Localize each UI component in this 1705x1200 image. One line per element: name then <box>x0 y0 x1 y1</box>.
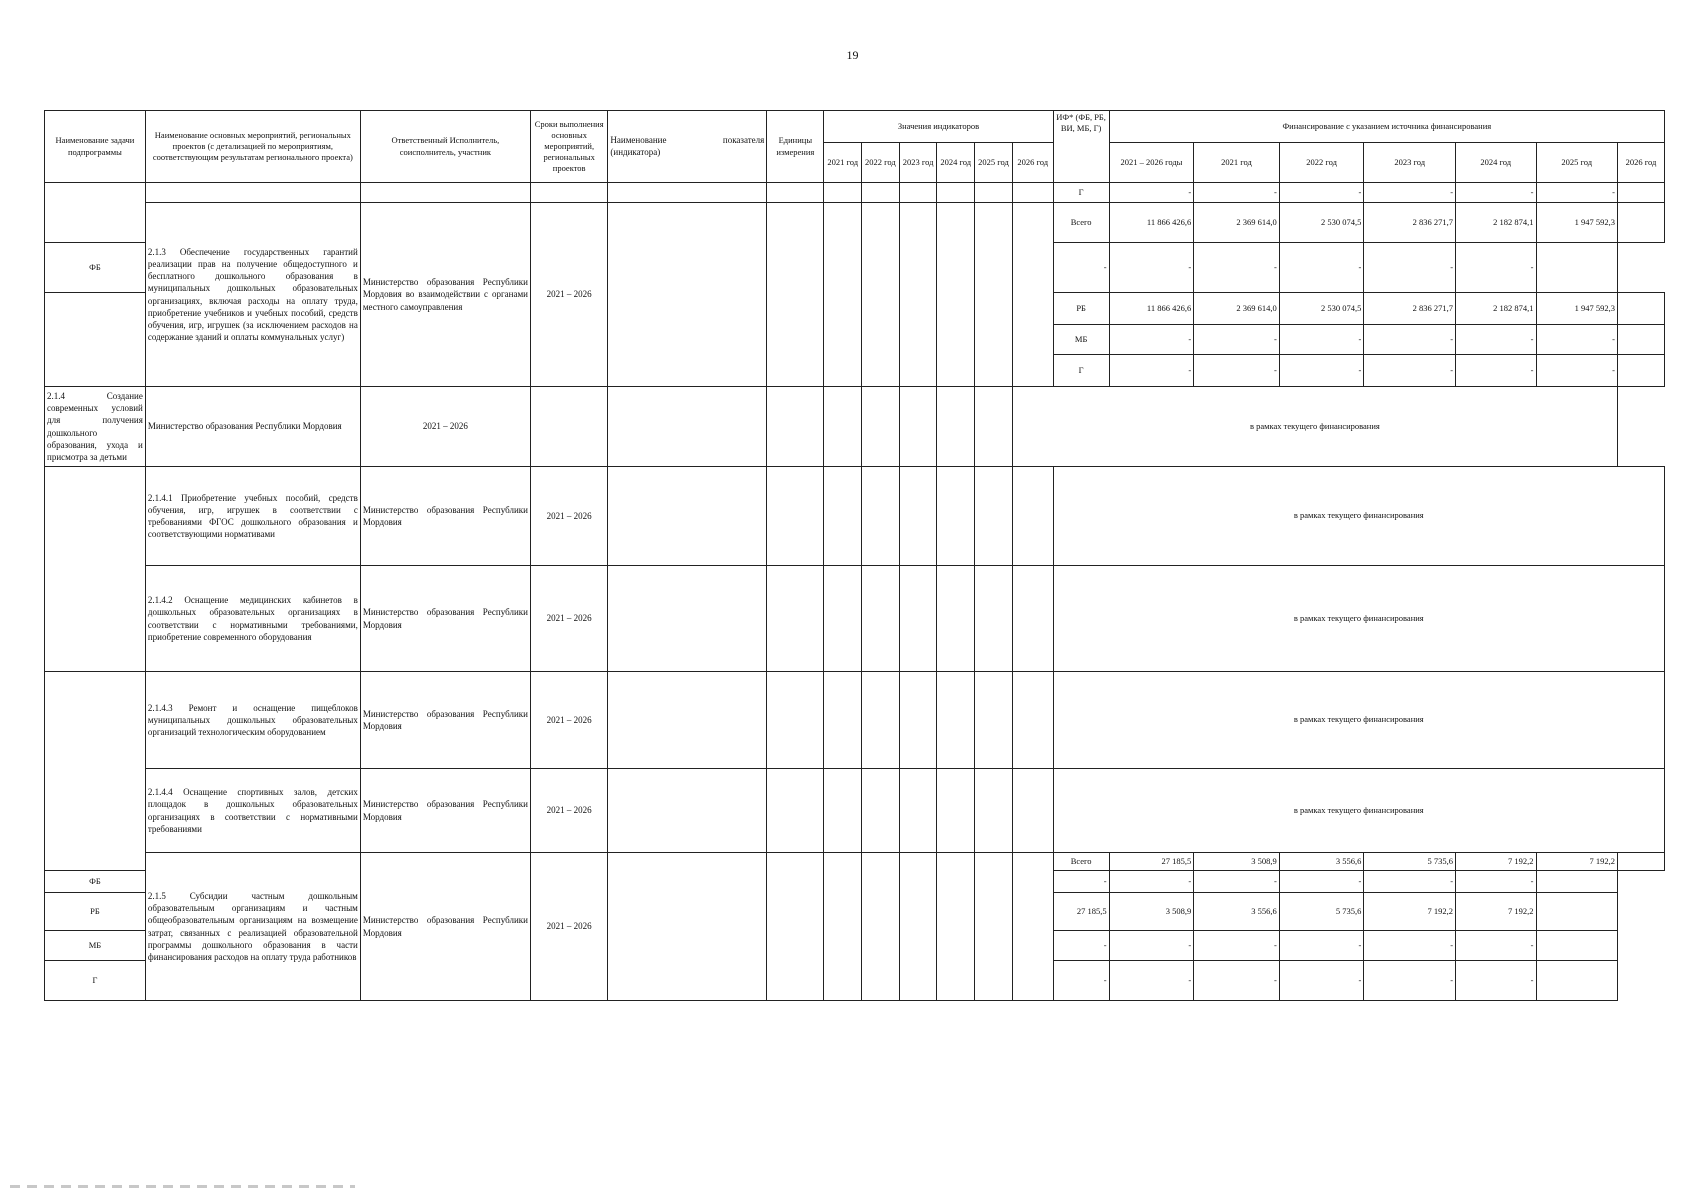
financing-cell: 2 182 874,1 <box>1456 203 1536 243</box>
activity-text-2-1-4-4: 2.1.4.4 Оснащение спортивных залов, детских площадок в дошкольных образовательных организациях в соответствии с нормативными требованиями <box>145 769 360 853</box>
source-cell: Г <box>1053 355 1109 387</box>
financing-cell: - <box>1279 355 1364 387</box>
financing-cell: - <box>1109 931 1194 961</box>
header-financing-year: 2022 год <box>1279 143 1364 183</box>
financing-cell: - <box>1194 325 1280 355</box>
financing-cell: 3 556,6 <box>1279 853 1364 871</box>
source-cell: Всего <box>1053 853 1109 871</box>
financing-cell: - <box>1279 931 1364 961</box>
header-deadlines: Сроки выполнения основных мероприятий, региональных проектов <box>530 111 607 183</box>
activity-text-2-1-4-3: 2.1.4.3 Ремонт и оснащение пищеблоков муниципальных дошкольных образовательных организаций технологическим оборудованием <box>145 672 360 769</box>
source-cell: Г <box>45 961 146 1001</box>
financing-cell: 3 508,9 <box>1194 853 1280 871</box>
financing-cell: 5 735,6 <box>1364 853 1456 871</box>
financing-cell: - <box>1364 961 1456 1001</box>
financing-cell: - <box>1194 183 1280 203</box>
financing-cell <box>1618 183 1665 203</box>
financing-cell: - <box>1194 931 1280 961</box>
financing-note-2-1-4-1: в рамках текущего финансирования <box>1053 467 1664 566</box>
activity-text-2-1-4-1: 2.1.4.1 Приобретение учебных пособий, средств обучения, игр, игрушек в соответствии с требованиями ФГОС дошкольного образования и соответствующими нормативами <box>145 467 360 566</box>
source-cell: Всего <box>1053 203 1109 243</box>
activity-text-2-1-3: 2.1.3 Обеспечение государственных гарантий реализации прав на получение общедоступного и бесплатного дошкольного образования в муниципальных дошкольных образовательных организациях, включая расходы на оплату труда, приобретение учебников и учебных пособий, средств обучения, игр, игрушек (за исключением расходов на содержание зданий и оплаты коммунальных услуг) <box>145 203 360 387</box>
financing-cell: 5 735,6 <box>1279 893 1364 931</box>
financing-cell: - <box>1364 871 1456 893</box>
header-financing: Финансирование с указанием источника финансирования <box>1109 111 1664 143</box>
financing-cell: - <box>1053 243 1109 293</box>
header-executor: Ответственный Исполнитель, соисполнитель, участник <box>360 111 530 183</box>
program-table <box>44 110 1665 1001</box>
financing-cell: - <box>1364 355 1456 387</box>
header-financing-year: 2021 год <box>1194 143 1280 183</box>
executor-2-1-3: Министерство образования Республики Мордовия во взаимодействии с органами местного самоуправления <box>360 203 530 387</box>
header-financing-year: 2023 год <box>1364 143 1456 183</box>
header-row-1 <box>45 111 1665 143</box>
item-2-1-4-4-row <box>45 769 1665 853</box>
header-indicator-year: 2026 год <box>1012 143 1053 183</box>
task-cell <box>45 672 146 871</box>
executor-2-1-5: Министерство образования Республики Мордовия <box>360 853 530 1001</box>
financing-cell: - <box>1109 355 1194 387</box>
financing-cell <box>1536 243 1618 293</box>
task-cell <box>45 183 146 243</box>
financing-cell: 7 192,2 <box>1364 893 1456 931</box>
financing-cell <box>1618 293 1665 325</box>
financing-note-2-1-4-4: в рамках текущего финансирования <box>1053 769 1664 853</box>
item-2-1-3-row-total <box>45 203 1665 243</box>
financing-cell: 2 369 614,0 <box>1194 293 1280 325</box>
financing-note-2-1-4-2: в рамках текущего финансирования <box>1053 566 1664 672</box>
financing-cell: - <box>1053 931 1109 961</box>
financing-cell: 3 508,9 <box>1109 893 1194 931</box>
financing-cell: - <box>1109 871 1194 893</box>
source-cell: РБ <box>45 893 146 931</box>
period-2-1-3: 2021 – 2026 <box>530 203 607 387</box>
header-indicator-year: 2024 год <box>937 143 975 183</box>
financing-cell: - <box>1456 183 1536 203</box>
item-2-1-4-row <box>45 387 1665 467</box>
financing-cell: - <box>1456 871 1536 893</box>
financing-cell: - <box>1536 355 1618 387</box>
header-indicator-year: 2021 год <box>824 143 862 183</box>
financing-cell: - <box>1194 961 1280 1001</box>
period-2-1-4: 2021 – 2026 <box>360 387 530 467</box>
financing-cell: - <box>1279 183 1364 203</box>
carry-row <box>45 183 1665 203</box>
source-cell: РБ <box>1053 293 1109 325</box>
financing-note-2-1-4-3: в рамках текущего финансирования <box>1053 672 1664 769</box>
source-cell: ФБ <box>45 243 146 293</box>
task-cell <box>45 293 146 387</box>
period-2-1-4-4: 2021 – 2026 <box>530 769 607 853</box>
financing-cell: - <box>1364 931 1456 961</box>
financing-cell: - <box>1456 355 1536 387</box>
header-indicator-values: Значения индикаторов <box>824 111 1053 143</box>
financing-cell <box>1618 355 1665 387</box>
page-number: 19 <box>846 48 859 62</box>
executor-2-1-4: Министерство образования Республики Мордовия <box>145 387 360 467</box>
financing-cell: 7 192,2 <box>1456 853 1536 871</box>
financing-note-2-1-4: в рамках текущего финансирования <box>1012 387 1617 467</box>
activity-text-2-1-4: 2.1.4 Создание современных условий для получения дошкольного образования, ухода и присмотра за детьми <box>45 387 146 467</box>
header-indicator-year: 2023 год <box>899 143 937 183</box>
header-indicator-name-right: показателя <box>722 134 765 145</box>
financing-cell: - <box>1279 871 1364 893</box>
financing-cell <box>1536 893 1618 931</box>
source-cell: ФБ <box>45 871 146 893</box>
header-indicator-name-second: (индикатора) <box>610 146 661 157</box>
financing-cell: 11 866 426,6 <box>1109 203 1194 243</box>
financing-cell <box>1618 203 1665 243</box>
activity-text-2-1-4-2: 2.1.4.2 Оснащение медицинских кабинетов в дошкольных образовательных организациях в соответствии с нормативными требованиями, приобретение современного оборудования <box>145 566 360 672</box>
financing-cell: - <box>1053 961 1109 1001</box>
financing-cell: - <box>1279 961 1364 1001</box>
executor-2-1-4-2: Министерство образования Республики Мордовия <box>360 566 530 672</box>
scan-artifact <box>10 1185 355 1188</box>
source-cell: Г <box>1053 183 1109 203</box>
header-financing-year: 2021 – 2026 годы <box>1109 143 1194 183</box>
financing-cell: - <box>1279 243 1364 293</box>
financing-cell <box>1618 853 1665 871</box>
period-2-1-5: 2021 – 2026 <box>530 853 607 1001</box>
header-indicator-year: 2025 год <box>975 143 1013 183</box>
header-financing-year: 2026 год <box>1618 143 1665 183</box>
financing-cell: 27 185,5 <box>1053 893 1109 931</box>
financing-cell: - <box>1456 325 1536 355</box>
header-indicator-name <box>608 111 767 183</box>
financing-cell: 1 947 592,3 <box>1536 203 1618 243</box>
task-cell <box>45 467 146 672</box>
item-2-1-4-3-row <box>45 672 1665 769</box>
header-units: Единицы измерения <box>767 111 824 183</box>
financing-cell: - <box>1456 961 1536 1001</box>
source-cell: МБ <box>1053 325 1109 355</box>
financing-cell <box>1536 961 1618 1001</box>
header-financing-year: 2024 год <box>1456 143 1536 183</box>
header-indicator-name-left: Наименование <box>610 134 667 145</box>
financing-cell: - <box>1109 183 1194 203</box>
period-2-1-4-2: 2021 – 2026 <box>530 566 607 672</box>
financing-cell: 7 192,2 <box>1536 853 1618 871</box>
header-task-name: Наименование задачи подпрограммы <box>45 111 146 183</box>
header-activities: Наименование основных мероприятий, региональных проектов (с детализацией по мероприятиям, соответствующим результатам регионального проекта) <box>145 111 360 183</box>
financing-cell: 2 530 074,5 <box>1279 293 1364 325</box>
financing-cell: 7 192,2 <box>1456 893 1536 931</box>
period-2-1-4-3: 2021 – 2026 <box>530 672 607 769</box>
financing-cell: - <box>1109 243 1194 293</box>
item-2-1-4-2-row <box>45 566 1665 672</box>
financing-cell: 2 530 074,5 <box>1279 203 1364 243</box>
financing-cell: - <box>1279 325 1364 355</box>
financing-cell: - <box>1109 325 1194 355</box>
period-2-1-4-1: 2021 – 2026 <box>530 467 607 566</box>
financing-cell <box>1536 871 1618 893</box>
financing-cell: - <box>1109 961 1194 1001</box>
header-source: ИФ* (ФБ, РБ, ВИ, МБ, Г) <box>1053 111 1109 183</box>
item-2-1-5-row-total <box>45 853 1665 871</box>
executor-2-1-4-3: Министерство образования Республики Мордовия <box>360 672 530 769</box>
financing-cell: - <box>1194 243 1280 293</box>
source-cell: МБ <box>45 931 146 961</box>
financing-cell: - <box>1194 355 1280 387</box>
header-financing-year: 2025 год <box>1536 143 1618 183</box>
financing-cell <box>1536 931 1618 961</box>
financing-cell <box>1618 325 1665 355</box>
item-2-1-4-1-row <box>45 467 1665 566</box>
financing-cell: 2 369 614,0 <box>1194 203 1280 243</box>
financing-cell: - <box>1364 183 1456 203</box>
financing-cell: 3 556,6 <box>1194 893 1280 931</box>
header-indicator-year: 2022 год <box>862 143 900 183</box>
financing-cell: - <box>1364 243 1456 293</box>
financing-cell: - <box>1456 243 1536 293</box>
financing-cell: 2 836 271,7 <box>1364 293 1456 325</box>
financing-cell: 27 185,5 <box>1109 853 1194 871</box>
financing-cell: 11 866 426,6 <box>1109 293 1194 325</box>
financing-cell: - <box>1194 871 1280 893</box>
executor-2-1-4-1: Министерство образования Республики Мордовия <box>360 467 530 566</box>
financing-cell: - <box>1536 325 1618 355</box>
financing-cell: - <box>1456 931 1536 961</box>
financing-cell: 2 836 271,7 <box>1364 203 1456 243</box>
financing-cell: - <box>1536 183 1618 203</box>
financing-cell: - <box>1053 871 1109 893</box>
financing-cell: 1 947 592,3 <box>1536 293 1618 325</box>
activity-text-2-1-5: 2.1.5 Субсидии частным дошкольным образовательным организациям и частным общеобразовательным организациям на возмещение затрат, связанных с реализацией образовательной программы дошкольного образования в части финансирования расходов на оплату труда работников <box>145 853 360 1001</box>
executor-2-1-4-4: Министерство образования Республики Мордовия <box>360 769 530 853</box>
financing-cell: - <box>1364 325 1456 355</box>
financing-cell: 2 182 874,1 <box>1456 293 1536 325</box>
